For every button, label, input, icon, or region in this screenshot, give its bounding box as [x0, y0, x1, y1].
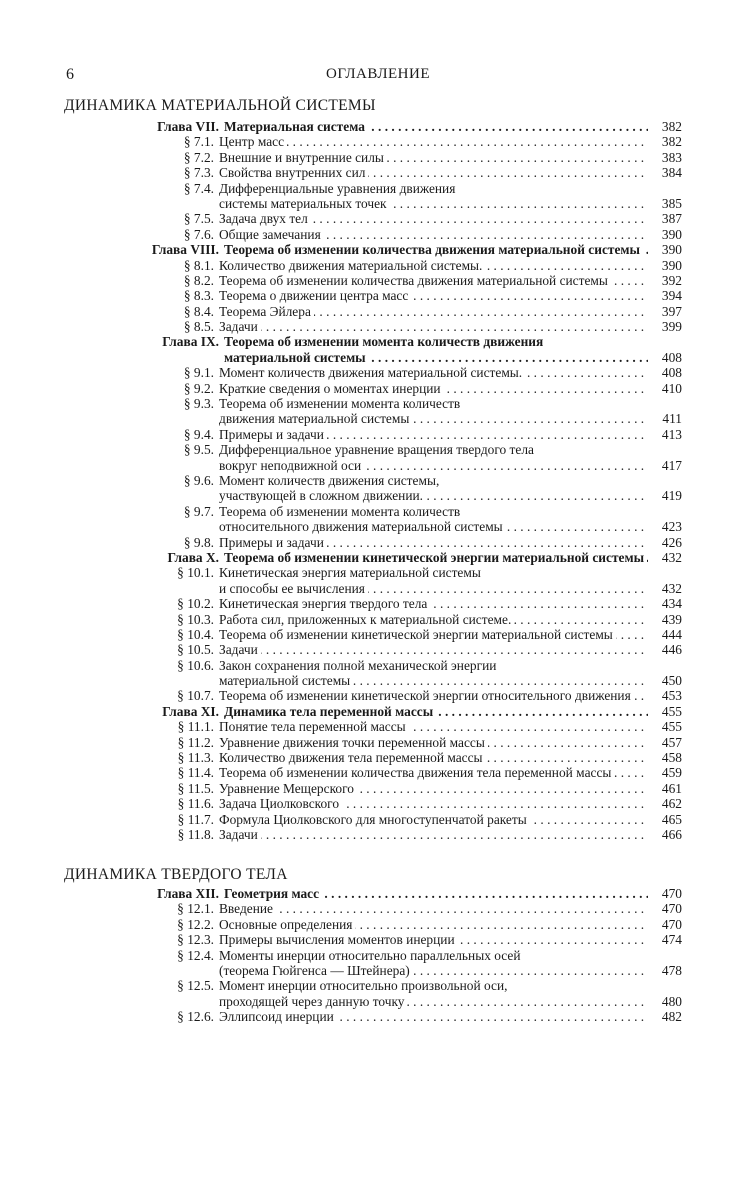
section-number: § 12.1.	[177, 901, 214, 917]
entry-title: Кинетическая энергия материальной системы	[219, 565, 484, 580]
toc-section-row[interactable]	[64, 596, 682, 611]
page-ref: 474	[661, 932, 682, 948]
toc-section-row[interactable]	[64, 750, 682, 765]
entry-title: Задачи	[219, 319, 261, 334]
entry-title: Теорема об изменении момента количеств	[219, 504, 463, 519]
page-ref: 450	[661, 673, 682, 689]
toc-section-row[interactable]	[64, 978, 682, 993]
section-number: § 11.1.	[177, 719, 214, 735]
toc-section-row[interactable]	[64, 917, 682, 932]
entry-title: Центр масс	[219, 134, 287, 149]
toc-chapter-row[interactable]	[64, 119, 682, 134]
entry-title: Эллипсоид инерции	[219, 1009, 337, 1024]
page-ref: 455	[661, 703, 682, 719]
entry-title: Работа сил, приложенных к материальной системе.	[219, 612, 514, 627]
section-number: § 10.6.	[177, 657, 214, 673]
section-number: § 8.1.	[183, 257, 214, 273]
section-number: § 8.4.	[183, 303, 214, 319]
entry-title: Задача Циолковского	[219, 796, 342, 811]
entry-title: Краткие сведения о моментах инерции	[219, 381, 444, 396]
toc-section-row[interactable]	[64, 304, 682, 319]
page-ref: 419	[661, 488, 682, 504]
toc-section-row[interactable]	[64, 273, 682, 288]
section-number: § 9.8.	[183, 534, 214, 550]
section-number: § 8.3.	[183, 288, 214, 304]
toc-section-row[interactable]	[64, 458, 682, 473]
entry-title: Теорема о движении центра масс	[219, 288, 411, 303]
section-number: § 10.4.	[177, 626, 214, 642]
page-ref: 480	[661, 993, 682, 1009]
section-number: § 10.5.	[177, 642, 214, 658]
toc-section-row[interactable]	[64, 719, 682, 734]
section-number: § 11.2.	[177, 734, 214, 750]
toc-section-row[interactable]	[64, 781, 682, 796]
section-number: § 10.2.	[177, 596, 214, 612]
entry-title: Примеры и задачи	[219, 427, 327, 442]
entry-title: Теорема об изменении кинетической энергии материальной системы	[219, 627, 616, 642]
entry-title: Формула Циолковского для многоступенчатой ракеты	[219, 812, 530, 827]
section-number: § 9.1.	[183, 365, 214, 381]
toc-chapter-row[interactable]	[64, 334, 682, 349]
page-ref: 411	[662, 411, 682, 427]
entry-title: Момент количеств движения материальной системы.	[219, 365, 525, 380]
section-number: § 10.7.	[177, 688, 214, 704]
entry-title: Дифференциальное уравнение вращения твердого тела	[219, 442, 537, 457]
toc-section-row[interactable]	[64, 411, 682, 426]
toc-section-row[interactable]	[64, 642, 682, 657]
entry-title: и способы ее вычисления	[219, 581, 368, 596]
section-title-1: ДИНАМИКА МАТЕРИАЛЬНОЙ СИСТЕМЫ	[64, 97, 376, 114]
toc-section-row[interactable]	[64, 688, 682, 703]
entry-title: Примеры вычисления моментов инерции	[219, 932, 458, 947]
toc-section-row[interactable]	[64, 381, 682, 396]
toc-section-row[interactable]	[64, 565, 682, 580]
section-number: § 11.8.	[177, 826, 214, 842]
section-number: § 11.4.	[177, 765, 214, 781]
page-ref: 390	[661, 242, 682, 258]
section-number: § 9.5.	[183, 442, 214, 458]
chapter-label: Глава IX.	[162, 334, 219, 350]
entry-title: Задачи	[219, 827, 261, 842]
entry-title: Введение	[219, 901, 276, 916]
page-ref: 444	[661, 626, 682, 642]
section-number: § 7.2.	[183, 149, 214, 165]
page-ref: 470	[661, 886, 682, 901]
page-ref: 432	[661, 580, 682, 596]
entry-title: (теорема Гюйгенса — Штейнера)	[219, 963, 413, 978]
section-number: § 12.6.	[177, 1009, 214, 1025]
section-number: § 7.1.	[183, 134, 214, 150]
toc-section-row[interactable]	[64, 365, 682, 380]
entry-title: Теорема об изменении количества движения материальной системы	[224, 242, 643, 257]
section-number: § 10.3.	[177, 611, 214, 627]
entry-title: Теорема Эйлера	[219, 304, 314, 319]
section-number: § 7.5.	[183, 211, 214, 227]
entry-title: Дифференциальные уравнения движения	[219, 181, 458, 196]
toc-section-row[interactable]	[64, 658, 682, 673]
section-number: § 8.5.	[183, 319, 214, 335]
page-ref: 392	[661, 272, 682, 288]
entry-title: материальной системы	[224, 350, 369, 365]
page-ref: 387	[661, 211, 682, 227]
page-ref: 478	[661, 962, 682, 978]
toc-section-row[interactable]	[64, 442, 682, 457]
toc-section-row[interactable]	[64, 812, 682, 827]
page-ref: 390	[661, 257, 682, 273]
section-number: § 11.3.	[177, 750, 214, 766]
entry-title: Свойства внутренних сил	[219, 165, 368, 180]
chapter-label: Глава XII.	[157, 886, 219, 901]
entry-title: материальной системы	[219, 673, 353, 688]
toc-section-row[interactable]	[64, 181, 682, 196]
entry-title: движения материальной системы	[219, 411, 412, 426]
page-ref: 466	[661, 826, 682, 842]
page-ref: 385	[661, 195, 682, 211]
page-ref: 413	[661, 426, 682, 442]
toc-section-row[interactable]	[64, 796, 682, 811]
toc-section-row[interactable]	[64, 150, 682, 165]
page-ref: 410	[661, 380, 682, 396]
page-ref: 426	[661, 534, 682, 550]
page-ref: 408	[661, 349, 682, 365]
entry-title: Момент количеств движения системы,	[219, 473, 442, 488]
toc-chapter-row[interactable]	[64, 242, 682, 257]
entry-title: Общие замечания	[219, 227, 324, 242]
toc-section-row[interactable]	[64, 488, 682, 503]
entry-title: относительного движения материальной системы	[219, 519, 506, 534]
toc-section-row[interactable]	[64, 673, 682, 688]
toc-section-row[interactable]	[64, 963, 682, 978]
toc-chapter-row[interactable]	[64, 704, 682, 719]
section-number: § 11.5.	[177, 780, 214, 796]
entry-title: Количество движения материальной системы.	[219, 258, 485, 273]
toc-section-row[interactable]	[64, 581, 682, 596]
entry-title: участвующей в сложном движении.	[219, 488, 426, 503]
toc-section-row[interactable]	[64, 227, 682, 242]
toc-section-row[interactable]	[64, 258, 682, 273]
page-number: 6	[66, 66, 74, 83]
toc-chapter-row[interactable]	[64, 886, 682, 901]
section-number: § 11.6.	[177, 796, 214, 812]
section-number: § 9.7.	[183, 503, 214, 519]
entry-title: Динамика тела переменной массы	[224, 704, 436, 719]
toc-section-row[interactable]	[64, 396, 682, 411]
page-ref: 432	[661, 549, 682, 565]
toc-section-row[interactable]	[64, 627, 682, 642]
toc-section-row[interactable]	[64, 165, 682, 180]
chapter-label: Глава VIII.	[151, 242, 219, 258]
page-ref: 383	[661, 149, 682, 165]
entry-title: вокруг неподвижной оси	[219, 458, 364, 473]
page-ref: 382	[661, 134, 682, 150]
toc-section-row[interactable]	[64, 827, 682, 842]
entry-title: проходящей через данную точку	[219, 994, 407, 1009]
page-ref: 461	[661, 780, 682, 796]
toc-section-row[interactable]	[64, 765, 682, 780]
page-ref: 457	[661, 734, 682, 750]
toc-section-row[interactable]	[64, 134, 682, 149]
page-ref: 458	[661, 750, 682, 766]
running-title: ОГЛАВЛЕНИЕ	[326, 66, 430, 82]
page-ref: 446	[661, 642, 682, 658]
entry-title: Примеры и задачи	[219, 535, 327, 550]
section-number: § 7.4.	[183, 180, 214, 196]
section-number: § 12.4.	[177, 947, 214, 963]
toc-section-row[interactable]	[64, 612, 682, 627]
section-number: § 8.2.	[183, 272, 214, 288]
toc-section-row[interactable]	[64, 932, 682, 947]
chapter-label: Глава X.	[167, 549, 219, 565]
entry-title: Уравнение Мещерского	[219, 781, 357, 796]
entry-title: Теорема об изменении момента количеств	[219, 396, 463, 411]
entry-title: Теорема об изменении момента количеств движения	[224, 334, 546, 349]
toc-section-row[interactable]	[64, 473, 682, 488]
page-ref: 390	[661, 226, 682, 242]
toc-section-row[interactable]	[64, 519, 682, 534]
page-ref: 465	[661, 811, 682, 827]
toc-list-1	[64, 119, 682, 842]
entry-title: Геометрия масс	[224, 886, 322, 901]
entry-title: Материальная система	[224, 119, 368, 134]
page-ref: 394	[661, 288, 682, 304]
toc-section-row[interactable]	[64, 211, 682, 226]
page-ref: 384	[661, 165, 682, 181]
toc-section-row[interactable]	[64, 319, 682, 334]
page-ref: 455	[661, 719, 682, 735]
entry-title: Внешние и внутренние силы	[219, 150, 387, 165]
section-number: § 9.6.	[183, 472, 214, 488]
entry-title: Теорема об изменении кинетической энергии относительного движения	[219, 688, 634, 703]
toc-section-row[interactable]	[64, 948, 682, 963]
section-number: § 12.3.	[177, 932, 214, 948]
toc-section-row[interactable]	[64, 504, 682, 519]
page-ref: 399	[661, 319, 682, 335]
entry-title: Моменты инерции относительно параллельных осей	[219, 948, 524, 963]
toc-list-2	[64, 886, 682, 1025]
entry-title: Кинетическая энергия твердого тела	[219, 596, 430, 611]
page-ref: 482	[661, 1009, 682, 1025]
page-ref: 434	[661, 596, 682, 612]
toc-section-row[interactable]	[64, 1009, 682, 1024]
page-ref: 470	[661, 901, 682, 917]
entry-title: Теорема об изменении количества движения тела переменной массы	[219, 765, 614, 780]
entry-title: Теорема об изменении количества движения материальной системы	[219, 273, 611, 288]
section-number: § 9.2.	[183, 380, 214, 396]
toc-section-row[interactable]	[64, 288, 682, 303]
section-number: § 9.3.	[183, 396, 214, 412]
toc-section-row[interactable]	[64, 901, 682, 916]
toc-section-row[interactable]	[64, 427, 682, 442]
page-ref: 417	[661, 457, 682, 473]
entry-title: Момент инерции относительно произвольной оси,	[219, 978, 511, 993]
chapter-label: Глава VII.	[157, 119, 219, 134]
toc-section-row[interactable]	[64, 735, 682, 750]
page-ref: 439	[661, 611, 682, 627]
page-ref: 453	[661, 688, 682, 704]
section-number: § 12.2.	[177, 916, 214, 932]
page-ref: 470	[661, 916, 682, 932]
section-number: § 9.4.	[183, 426, 214, 442]
entry-title: Количество движения тела переменной массы	[219, 750, 486, 765]
page-ref: 423	[661, 519, 682, 535]
page-ref: 408	[661, 365, 682, 381]
chapter-label: Глава XI.	[162, 703, 219, 719]
entry-title: Задачи	[219, 642, 261, 657]
entry-title: Теорема об изменении кинетической энергии материальной системы	[224, 550, 647, 565]
section-number: § 7.3.	[183, 165, 214, 181]
entry-title: Понятие тела переменной массы	[219, 719, 409, 734]
section-title-2: ДИНАМИКА ТВЕРДОГО ТЕЛА	[64, 866, 288, 883]
section-number: § 12.5.	[177, 978, 214, 994]
toc-section-row[interactable]	[64, 535, 682, 550]
toc-chapter-row[interactable]	[64, 550, 682, 565]
section-number: § 7.6.	[183, 226, 214, 242]
entry-title: Закон сохранения полной механической энергии	[219, 658, 499, 673]
entry-title: системы материальных точек	[219, 196, 390, 211]
entry-title: Задача двух тел	[219, 211, 311, 226]
toc-section-row[interactable]	[64, 196, 682, 211]
page-ref: 459	[661, 765, 682, 781]
toc-chapter-row[interactable]	[64, 350, 682, 365]
page-ref: 397	[661, 303, 682, 319]
page-ref: 382	[661, 119, 682, 134]
toc-section-row[interactable]	[64, 994, 682, 1009]
page-ref: 462	[661, 796, 682, 812]
section-number: § 11.7.	[177, 811, 214, 827]
section-number: § 10.1.	[177, 565, 214, 581]
entry-title: Уравнение движения точки переменной массы	[219, 735, 488, 750]
entry-title: Основные определения	[219, 917, 355, 932]
